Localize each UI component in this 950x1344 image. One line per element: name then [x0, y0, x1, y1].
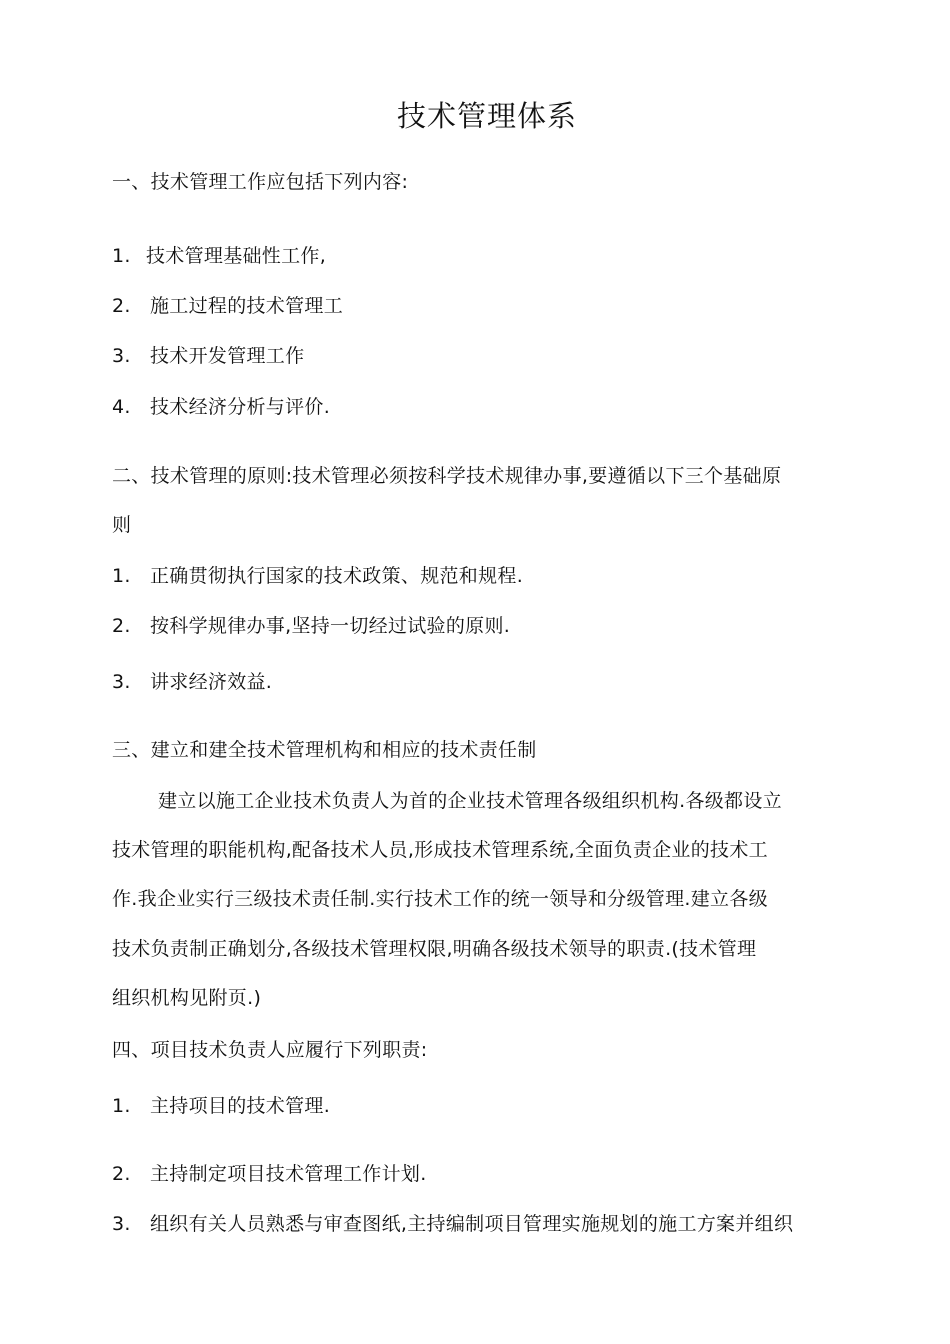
section-3-paragraph-line-1: 建立以施工企业技术负责人为首的企业技术管理各级组织机构.各级都设立: [158, 790, 782, 812]
item-number: 1.: [112, 565, 131, 587]
section-1-item-2: [112, 293, 343, 319]
item-text: 技术经济分析与评价.: [150, 396, 331, 418]
section-2-item-3: [112, 669, 272, 695]
section-1-item-4: [112, 394, 330, 420]
item-number: 2.: [112, 295, 131, 317]
section-3-paragraph-line-5: 组织机构见附页.): [112, 987, 262, 1009]
section-2-heading-line-2: 则: [112, 514, 132, 536]
section-2-heading-line-1: 二、技术管理的原则:技术管理必须按科学技术规律办事,要遵循以下三个基础原: [112, 465, 782, 487]
section-3-paragraph-line-2: 技术管理的职能机构,配备技术人员,形成技术管理系统,全面负责企业的技术工: [112, 839, 768, 861]
section-2-item-1: [112, 563, 523, 589]
section-4-item-1: [112, 1093, 330, 1119]
item-number: 2.: [112, 1163, 131, 1185]
section-3-paragraph-line-4: 技术负责制正确划分,各级技术管理权限,明确各级技术领导的职责.(技术管理: [112, 938, 757, 960]
item-text: 主持制定项目技术管理工作计划.: [150, 1163, 427, 1185]
section-4-item-3: [112, 1211, 793, 1237]
section-2-item-2: [112, 613, 510, 639]
item-text: 施工过程的技术管理工: [150, 295, 344, 317]
item-text: 技术管理基础性工作,: [146, 245, 327, 267]
item-text: 组织有关人员熟悉与审查图纸,主持编制项目管理实施规划的施工方案并组织: [150, 1213, 794, 1235]
item-number: 1.: [112, 1095, 131, 1117]
item-text: 讲求经济效益.: [150, 671, 273, 693]
section-3-heading: 三、建立和建全技术管理机构和相应的技术责任制: [112, 739, 537, 761]
item-number: 3.: [112, 671, 131, 693]
item-number: 4.: [112, 396, 131, 418]
item-number: 3.: [112, 1213, 131, 1235]
section-3-paragraph-line-3: 作.我企业实行三级技术责任制.实行技术工作的统一领导和分级管理.建立各级: [112, 888, 768, 910]
document-title: 技术管理体系: [396, 99, 577, 133]
section-4-item-2: [112, 1161, 427, 1187]
item-text: 技术开发管理工作: [150, 345, 305, 367]
item-text: 正确贯彻执行国家的技术政策、规范和规程.: [150, 565, 524, 587]
section-1-heading: 一、技术管理工作应包括下列内容:: [112, 171, 409, 193]
section-1-item-1: [112, 243, 326, 269]
section-1-item-3: [112, 343, 304, 369]
item-text: 主持项目的技术管理.: [150, 1095, 331, 1117]
section-4-heading: 四、项目技术负责人应履行下列职责:: [112, 1039, 428, 1061]
item-number: 2.: [112, 615, 131, 637]
item-number: 1.: [112, 245, 131, 267]
item-number: 3.: [112, 345, 131, 367]
item-text: 按科学规律办事,坚持一切经过试验的原则.: [150, 615, 511, 637]
